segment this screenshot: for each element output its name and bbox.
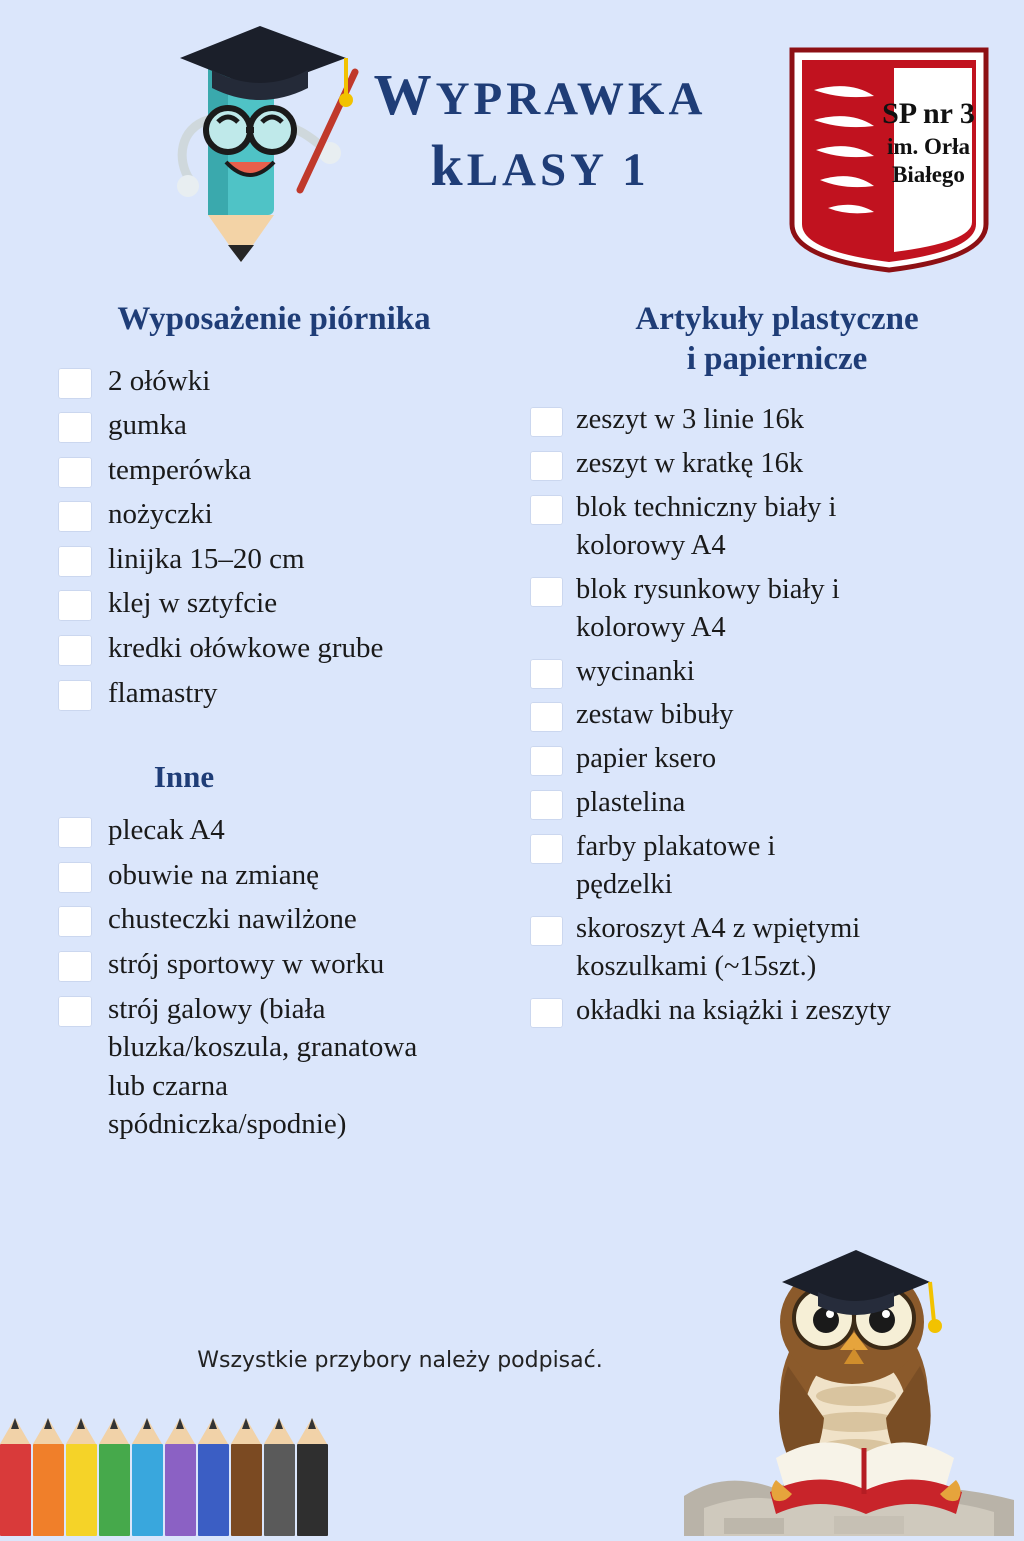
list-item-label: flamastry bbox=[108, 676, 218, 709]
column-left bbox=[0, 300, 520, 1150]
checkbox-icon[interactable] bbox=[58, 590, 92, 621]
list-item-label: nożyczki bbox=[108, 498, 213, 531]
colored-pencils-row-icon bbox=[0, 1416, 400, 1536]
list-item[interactable] bbox=[530, 828, 1024, 904]
checkbox-icon[interactable] bbox=[58, 546, 92, 577]
list-item[interactable] bbox=[58, 811, 520, 850]
section-title-art-supplies bbox=[530, 300, 1024, 379]
poster-header bbox=[0, 0, 1024, 290]
section-title-line1: Artykuły plastyczne bbox=[635, 301, 919, 337]
checkbox-icon[interactable] bbox=[530, 746, 563, 776]
list-item[interactable] bbox=[58, 362, 520, 401]
list-item-label: plecak A4 bbox=[108, 814, 225, 847]
checklist-columns bbox=[0, 300, 1024, 1150]
checkbox-icon[interactable] bbox=[530, 916, 563, 946]
checkbox-icon[interactable] bbox=[58, 501, 92, 532]
pencil-1 bbox=[0, 1418, 31, 1536]
page-title-line1: WYPRAWKA bbox=[373, 62, 707, 127]
list-item[interactable] bbox=[530, 445, 1024, 483]
list-item-label: strój sportowy w worku bbox=[108, 947, 385, 980]
crest-line1: SP nr 3 bbox=[882, 97, 975, 130]
list-item[interactable] bbox=[58, 990, 520, 1144]
list-item[interactable] bbox=[530, 696, 1024, 734]
crest-line2: im. Orła bbox=[886, 133, 971, 159]
list-item[interactable] bbox=[58, 629, 520, 668]
list-item-label: farby plakatowe i pędzelki bbox=[576, 831, 776, 900]
list-item[interactable] bbox=[530, 784, 1024, 822]
pencil-3 bbox=[66, 1418, 97, 1536]
checkbox-icon[interactable] bbox=[530, 790, 563, 820]
page-title-line2: kLASY 1 bbox=[430, 132, 650, 198]
checkbox-icon[interactable] bbox=[530, 451, 563, 481]
checkbox-icon[interactable] bbox=[58, 906, 92, 937]
pencil-4 bbox=[99, 1418, 130, 1536]
crest-line3: Białego bbox=[892, 162, 965, 188]
list-item-label: blok techniczny biały i kolorowy A4 bbox=[576, 491, 837, 561]
list-item-label: zeszyt w 3 linie 16k bbox=[576, 404, 804, 436]
owl-graduate-reading-icon bbox=[684, 1196, 1014, 1536]
list-item-label: gumka bbox=[108, 409, 187, 442]
checkbox-icon[interactable] bbox=[58, 457, 92, 488]
checkbox-icon[interactable] bbox=[530, 702, 563, 732]
pencil-10 bbox=[297, 1418, 328, 1536]
list-item[interactable] bbox=[58, 674, 520, 713]
list-item[interactable] bbox=[58, 540, 520, 579]
list-item-label: kredki ołówkowe grube bbox=[108, 631, 384, 664]
checklist-pencil-case bbox=[58, 362, 520, 713]
list-item[interactable] bbox=[530, 489, 1024, 565]
list-item[interactable] bbox=[58, 945, 520, 984]
checkbox-icon[interactable] bbox=[530, 834, 563, 864]
list-item-label: okładki na książki i zeszyty bbox=[576, 994, 891, 1026]
list-item-label: blok rysunkowy biały i kolorowy A4 bbox=[576, 573, 840, 643]
list-item-label: zeszyt w kratkę 16k bbox=[576, 448, 804, 480]
checkbox-icon[interactable] bbox=[58, 951, 92, 982]
checkbox-icon[interactable] bbox=[530, 998, 563, 1028]
list-item[interactable] bbox=[530, 401, 1024, 439]
section-title-pencil-case: Wyposażenie piórnika bbox=[117, 301, 431, 337]
checkbox-icon[interactable] bbox=[58, 996, 92, 1027]
list-item-label: skoroszyt A4 z wpiętymi koszulkami (~15szt.) bbox=[576, 912, 861, 982]
list-item[interactable] bbox=[530, 992, 1024, 1030]
list-item[interactable] bbox=[58, 406, 520, 445]
list-item[interactable] bbox=[530, 740, 1024, 778]
pencil-2 bbox=[33, 1418, 64, 1536]
list-item-label: papier ksero bbox=[576, 743, 717, 775]
pencil-6 bbox=[165, 1418, 196, 1536]
footnote: Wszystkie przybory należy podpisać. bbox=[197, 1348, 603, 1373]
list-item[interactable] bbox=[58, 451, 520, 490]
list-item-label: chusteczki nawilżone bbox=[108, 903, 357, 936]
list-item-label: zestaw bibuły bbox=[576, 699, 734, 731]
list-item-label: klej w sztyfcie bbox=[108, 587, 278, 620]
list-item-label: strój galowy (biała bluzka/koszula, granatowa lub czarna spódniczka/spodnie) bbox=[108, 992, 418, 1141]
checkbox-icon[interactable] bbox=[530, 407, 563, 437]
pencil-7 bbox=[198, 1418, 229, 1536]
checkbox-icon[interactable] bbox=[58, 635, 92, 666]
section-title-line2: i papiernicze bbox=[686, 340, 868, 377]
page-title bbox=[330, 60, 750, 202]
checkbox-icon[interactable] bbox=[58, 817, 92, 848]
checklist-other bbox=[58, 811, 520, 1144]
checkbox-icon[interactable] bbox=[58, 368, 92, 399]
checkbox-icon[interactable] bbox=[58, 412, 92, 443]
list-item-label: temperówka bbox=[108, 453, 252, 486]
list-item-label: obuwie na zmianę bbox=[108, 858, 319, 891]
pencil-5 bbox=[132, 1418, 163, 1536]
list-item[interactable] bbox=[530, 571, 1024, 647]
crest-text bbox=[861, 95, 996, 190]
list-item[interactable] bbox=[58, 900, 520, 939]
pencil-9 bbox=[264, 1418, 295, 1536]
column-right bbox=[520, 300, 1024, 1150]
list-item-label: 2 ołówki bbox=[108, 364, 211, 397]
checklist-art-supplies bbox=[530, 401, 1024, 1029]
list-item-label: plastelina bbox=[576, 787, 686, 819]
list-item-label: linijka 15–20 cm bbox=[108, 542, 305, 575]
pencil-8 bbox=[231, 1418, 262, 1536]
list-item[interactable] bbox=[58, 495, 520, 534]
checkbox-icon[interactable] bbox=[58, 680, 92, 711]
checkbox-icon[interactable] bbox=[58, 862, 92, 893]
checkbox-icon[interactable] bbox=[530, 659, 563, 689]
list-item-label: wycinanki bbox=[576, 655, 695, 687]
list-item[interactable] bbox=[530, 910, 1024, 986]
list-item[interactable] bbox=[58, 584, 520, 623]
section-title-other: Inne bbox=[153, 759, 215, 795]
checkbox-icon[interactable] bbox=[530, 577, 563, 607]
list-item[interactable] bbox=[530, 653, 1024, 691]
checkbox-icon[interactable] bbox=[530, 495, 563, 525]
list-item[interactable] bbox=[58, 856, 520, 895]
